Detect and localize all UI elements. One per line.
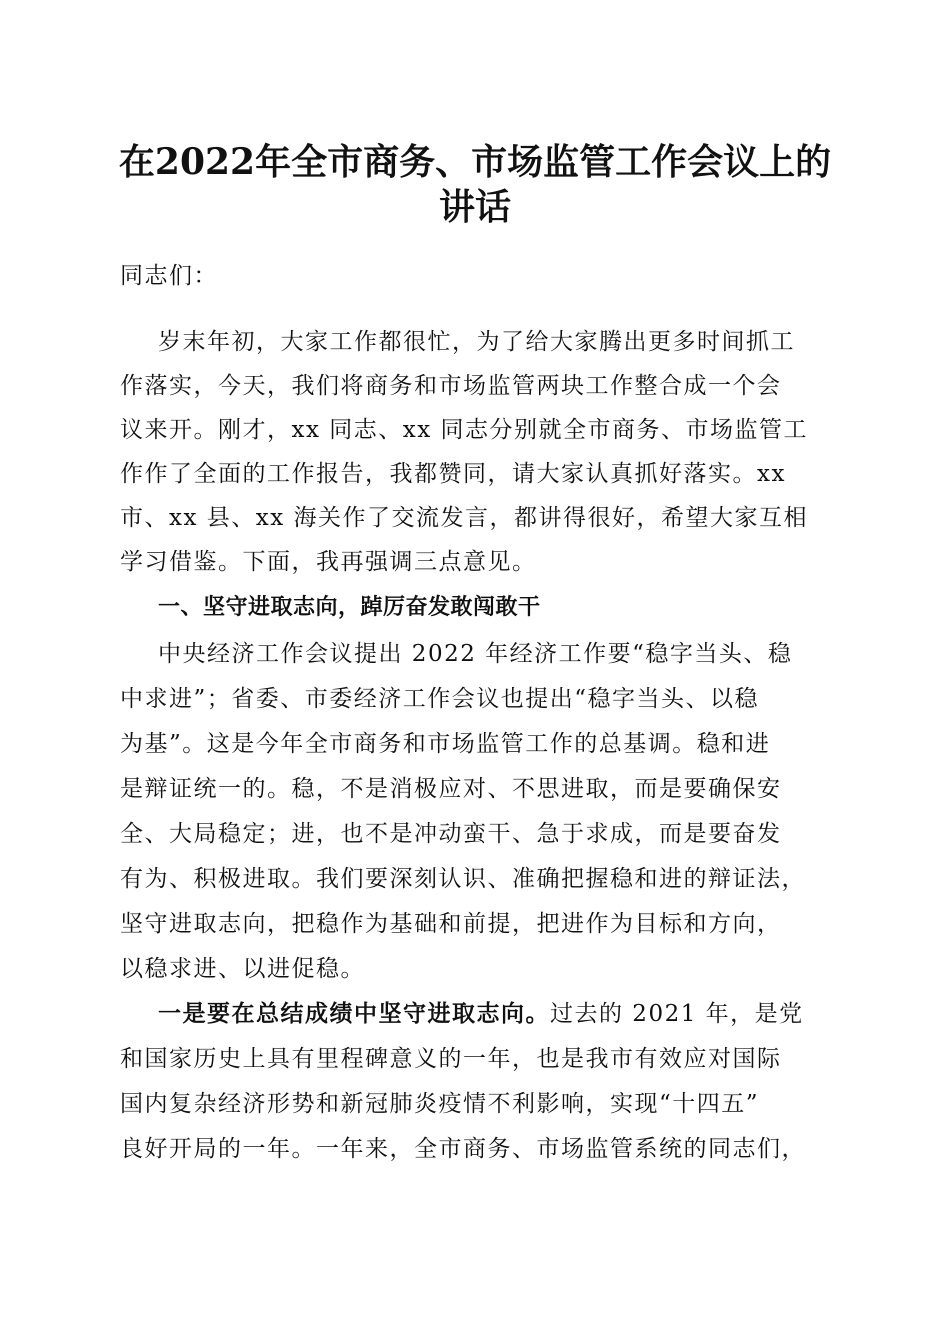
paragraph-line: 作作了全面的工作报告，我都赞同，请大家认真抓好落实。xx (120, 461, 786, 487)
paragraph-line: 中求进”；省委、市委经济工作会议也提出“稳字当头、以稳 (120, 686, 760, 712)
salutation: 同志们： (120, 263, 218, 289)
document-title: 在2022年全市商务、市场监管工作会议上的 (118, 141, 832, 183)
document-title-continued: 讲话 (438, 186, 511, 228)
paragraph-line: 为基”。这是今年全市商务和市场监管工作的总基调。稳和进 (120, 731, 771, 757)
paragraph-line: 作落实，今天，我们将商务和市场监管两块工作整合成一个会 (120, 373, 782, 399)
paragraph-line: 全、大局稳定；进，也不是冲动蛮干、急于求成，而是要奋发 (120, 821, 782, 847)
paragraph-line: 以稳求进、以进促稳。 (120, 956, 365, 982)
emphasis-lead: 一是要在总结成绩中坚守进取志向。 (158, 1000, 550, 1027)
paragraph-line: 议来开。刚才，xx 同志、xx 同志分别就全市商务、市场监管工 (120, 417, 809, 443)
paragraph-line: 是辩证统一的。稳，不是消极应对、不思进取，而是要确保安 (120, 776, 782, 802)
paragraph-text: 过去的 2021 年，是党 (550, 1001, 804, 1027)
paragraph-line: 良好开局的一年。一年来，全市商务、市场监管系统的同志们， (120, 1136, 806, 1162)
paragraph-line: 学习借鉴。下面，我再强调三点意见。 (120, 549, 537, 575)
paragraph-line: 中央经济工作会议提出 2022 年经济工作要“稳字当头、稳 (158, 641, 793, 667)
paragraph-line: 市、xx 县、xx 海关作了交流发言，都讲得很好，希望大家互相 (120, 505, 809, 531)
paragraph-line: 国内复杂经济形势和新冠肺炎疫情不利影响，实现“十四五” (120, 1091, 760, 1117)
paragraph-line (158, 994, 832, 1034)
paragraph-line: 岁末年初，大家工作都很忙，为了给大家腾出更多时间抓工 (158, 329, 795, 355)
section-heading: 一、坚守进取志向，踔厉奋发敢闯敢干 (158, 595, 541, 620)
paragraph-line: 和国家历史上具有里程碑意义的一年，也是我市有效应对国际 (120, 1046, 782, 1072)
paragraph-line: 有为、积极进取。我们要深刻认识、准确把握稳和进的辩证法， (120, 866, 806, 892)
paragraph-line: 坚守进取志向，把稳作为基础和前提，把进作为目标和方向， (120, 911, 782, 937)
